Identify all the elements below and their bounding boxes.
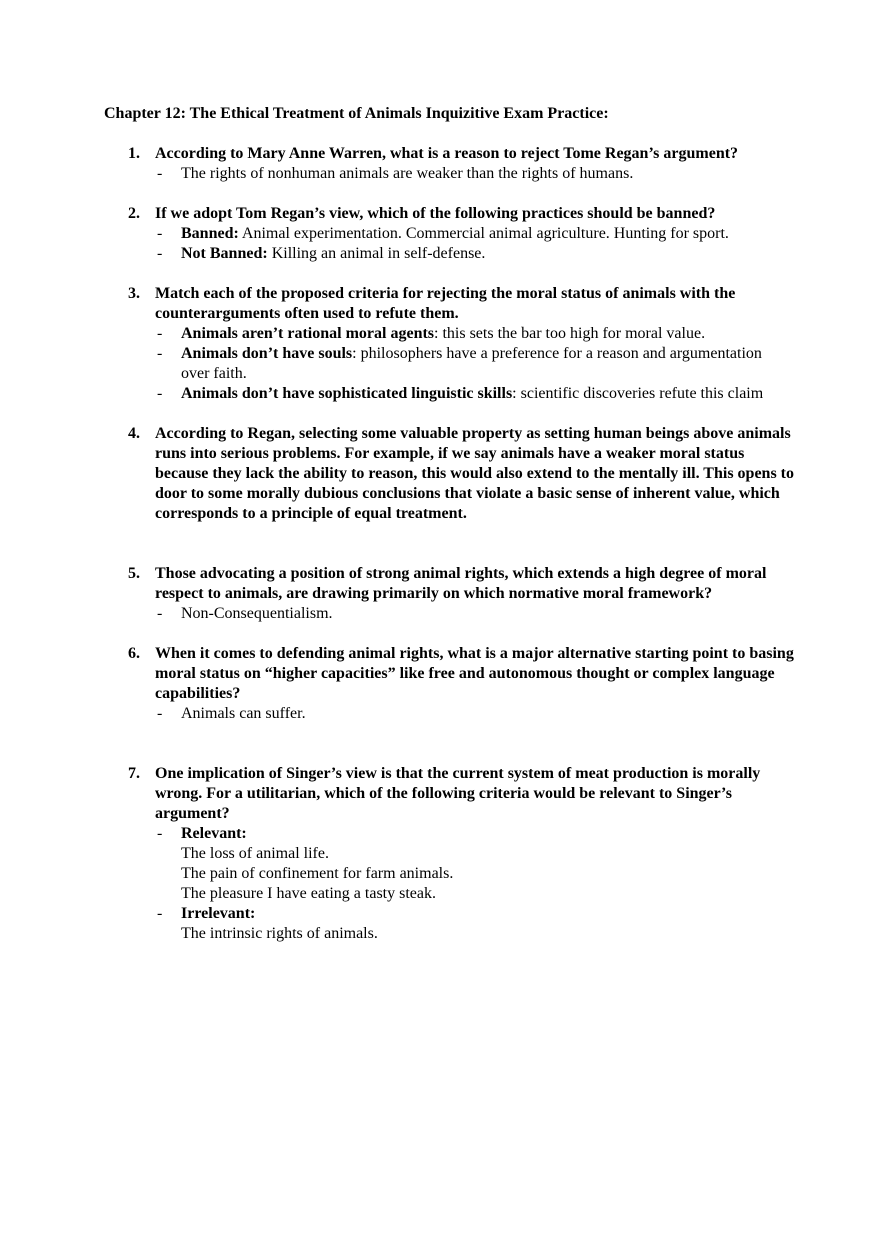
answer-text: Animal experimentation. Commercial animal agriculture. Hunting for sport.: [238, 225, 729, 242]
answer-group-relevant: [155, 824, 794, 904]
answer-item: [155, 604, 794, 624]
answer-text: Animals can suffer.: [181, 705, 306, 722]
bullet-dash: -: [157, 905, 163, 922]
answer-text: : this sets the bar too high for moral value.: [434, 325, 706, 342]
answer-item: [155, 384, 794, 404]
bullet-dash: -: [157, 605, 163, 622]
bullet-dash: -: [157, 165, 163, 182]
question-number: 3.: [128, 285, 140, 302]
answer-text: Non-Consequentialism.: [181, 605, 333, 622]
document-page: [104, 104, 794, 944]
answer-text: : philosophers have a preference for a reason and argumentation over faith.: [181, 345, 762, 382]
question-number: 6.: [128, 645, 140, 662]
page-title: Chapter 12: The Ethical Treatment of Animals Inquizitive Exam Practice:: [104, 105, 609, 122]
answer-label: Irrelevant:: [181, 905, 256, 922]
answer-text: Killing an animal in self-defense.: [267, 245, 486, 262]
question-text: When it comes to defending animal rights, what is a major alternative starting point to basing moral status on “higher capacities” like free and autonomous thought or complex language capabilities?: [155, 645, 794, 702]
question-number: 7.: [128, 765, 140, 782]
question-number: 4.: [128, 425, 140, 442]
list-item: The loss of animal life.: [181, 845, 329, 862]
question-text: According to Regan, selecting some valuable property as setting human beings above animals runs into serious problems. For example, if we say animals have a weaker moral status because they lack the ability to reason, this would also extend to the mentally ill. This opens to door to some morally dubious conclusions that violate a basic sense of inherent value, which corresponds to a principle of equal treatment.: [155, 425, 794, 522]
question-number: 2.: [128, 205, 140, 222]
answer-text: The rights of nonhuman animals are weaker than the rights of humans.: [181, 165, 634, 182]
question-text: Match each of the proposed criteria for rejecting the moral status of animals with the counterarguments often used to refute them.: [155, 285, 736, 322]
answer-text: : scientific discoveries refute this claim: [512, 385, 764, 402]
answer-item: [155, 344, 794, 384]
question-2: [104, 204, 794, 264]
list-item: The pain of confinement for farm animals.: [181, 865, 454, 882]
question-text: One implication of Singer’s view is that the current system of meat production is morally wrong. For a utilitarian, which of the following criteria would be relevant to Singer’s argument?: [155, 765, 761, 822]
answer-label: Banned:: [181, 225, 239, 242]
answer-item: [155, 324, 794, 344]
question-number: 1.: [128, 145, 140, 162]
answer-group-irrelevant: [155, 904, 794, 944]
bullet-dash: -: [157, 345, 163, 362]
question-3: [104, 284, 794, 404]
answer-item: [155, 704, 794, 724]
question-text: Those advocating a position of strong animal rights, which extends a high degree of moral respect to animals, are drawing primarily on which normative moral framework?: [155, 565, 767, 602]
answer-label: Animals don’t have sophisticated linguistic skills: [181, 385, 513, 402]
bullet-dash: -: [157, 705, 163, 722]
bullet-dash: -: [157, 245, 163, 262]
answer-item: [155, 224, 794, 244]
question-text: According to Mary Anne Warren, what is a reason to reject Tome Regan’s argument?: [155, 145, 739, 162]
bullet-dash: -: [157, 825, 163, 842]
list-item: The pleasure I have eating a tasty steak.: [181, 885, 436, 902]
answer-item: [155, 244, 794, 264]
answer-label: Not Banned:: [181, 245, 268, 262]
question-4: [104, 424, 794, 524]
bullet-dash: -: [157, 225, 163, 242]
answer-label: Animals don’t have souls: [181, 345, 353, 362]
bullet-dash: -: [157, 385, 163, 402]
question-5: [104, 564, 794, 624]
answer-label: Relevant:: [181, 825, 247, 842]
answer-label: Animals aren’t rational moral agents: [181, 325, 435, 342]
question-1: [104, 144, 794, 184]
bullet-dash: -: [157, 325, 163, 342]
question-7: [104, 764, 794, 944]
question-number: 5.: [128, 565, 140, 582]
question-text: If we adopt Tom Regan’s view, which of the following practices should be banned?: [155, 205, 716, 222]
list-item: The intrinsic rights of animals.: [181, 925, 378, 942]
answer-item: [155, 164, 794, 184]
question-6: [104, 644, 794, 724]
